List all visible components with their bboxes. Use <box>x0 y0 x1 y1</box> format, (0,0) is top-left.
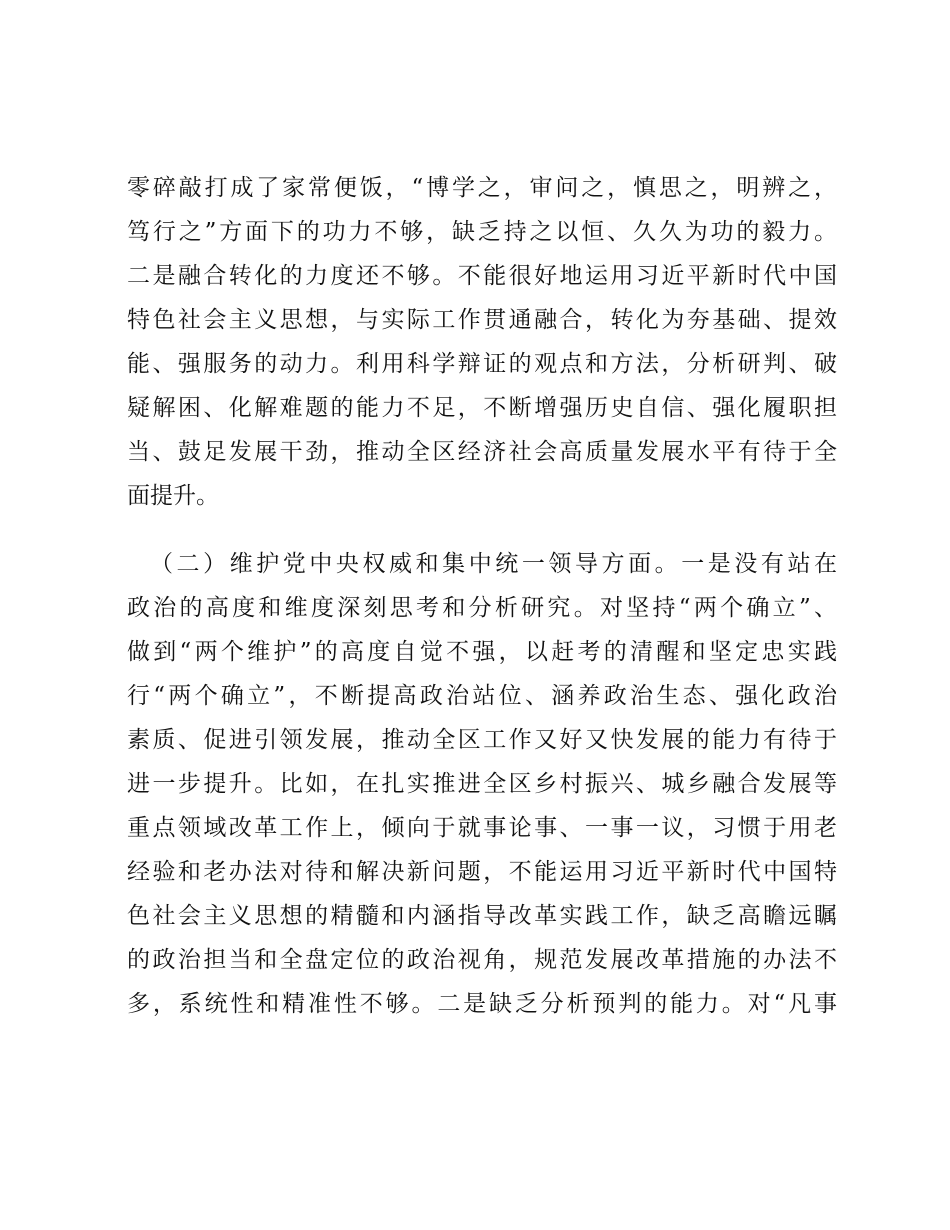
paragraph-line: 疑解困、化解难题的能力不足，不断增强历史自信、强化履职担 <box>127 395 837 421</box>
paragraph-line: 当、鼓足发展干劲，推动全区经济社会高质量发展水平有待于全 <box>127 439 837 465</box>
paragraph-line: 能、强服务的动力。利用科学辩证的观点和方法，分析研判、破 <box>127 351 837 377</box>
paragraph-line: 重点领域改革工作上，倾向于就事论事、一事一议，习惯于用老 <box>127 815 837 841</box>
paragraph-line: 进一步提升。比如，在扎实推进全区乡村振兴、城乡融合发展等 <box>127 771 837 797</box>
paragraph-line: 笃行之”方面下的功力不够，缺乏持之以恒、久久为功的毅力。 <box>127 219 837 245</box>
paragraph-line: 面提升。 <box>127 483 219 509</box>
paragraph-line: 多，系统性和精准性不够。二是缺乏分析预判的能力。对“凡事 <box>127 991 837 1017</box>
paragraph-line: 政治的高度和维度深刻思考和分析研究。对坚持“两个确立”、 <box>127 595 837 621</box>
paragraph-line: 做到“两个维护”的高度自觉不强，以赶考的清醒和坚定忠实践 <box>127 639 837 665</box>
paragraph-2 <box>127 542 837 1026</box>
paragraph-line: 经验和老办法对待和解决新问题，不能运用习近平新时代中国特 <box>127 859 837 885</box>
paragraph-line: 行“两个确立”，不断提高政治站位、涵养政治生态、强化政治 <box>127 683 837 709</box>
paragraph-line: 素质、促进引领发展，推动全区工作又好又快发展的能力有待于 <box>127 727 837 753</box>
paragraph-line: 的政治担当和全盘定位的政治视角，规范发展改革措施的办法不 <box>127 947 837 973</box>
paragraph-line: 二是融合转化的力度还不够。不能很好地运用习近平新时代中国 <box>127 263 837 289</box>
paragraph-line: 色社会主义思想的精髓和内涵指导改革实践工作，缺乏高瞻远瞩 <box>127 903 837 929</box>
paragraph-1 <box>127 166 837 518</box>
paragraph-line: 零碎敲打成了家常便饭，“博学之，审问之，慎思之，明辨之， <box>127 175 837 201</box>
paragraph-line: 特色社会主义思想，与实际工作贯通融合，转化为夯基础、提效 <box>127 307 837 333</box>
paragraph-line: （二）维护党中央权威和集中统一领导方面。一是没有站在 <box>150 551 837 577</box>
